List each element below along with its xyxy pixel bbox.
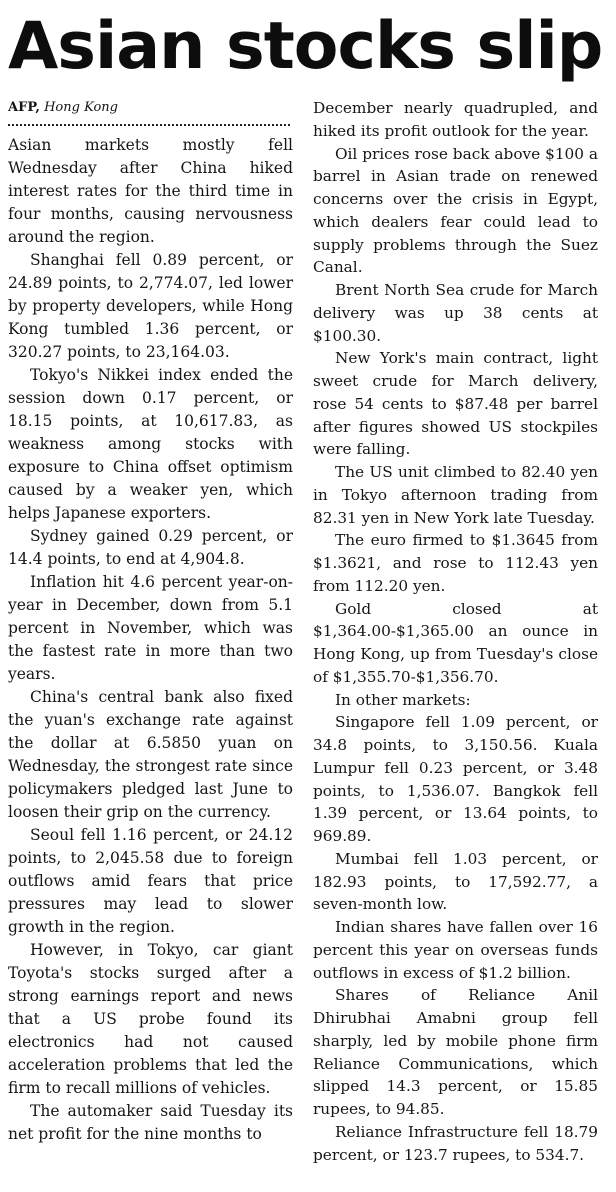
- paragraph: Inflation hit 4.6 percent year-on-year in December, down from 5.1 percent in November, which was the fastest rate in more than two years.: [8, 573, 293, 683]
- byline-agency: AFP,: [8, 100, 40, 115]
- paragraph: Asian markets mostly fell Wednesday after China hiked interest rates for the third time in four months, causing nervousness around the region.: [8, 136, 293, 246]
- paragraph: The automaker said Tuesday its net profit for the nine months to: [8, 1102, 293, 1143]
- paragraph: Oil prices rose back above $100 a barrel in Asian trade on renewed concerns over the crisis in Egypt, which dealers fear could lead to supply problems through the Suez Canal.: [313, 144, 599, 277]
- paragraph: Shares of Reliance Anil Dhirubhai Amabni group fell sharply, led by mobile phone firm Reliance Communications, which slipped 14.3 percent, or 15.85 rupees, to 94.85.: [313, 986, 598, 1118]
- headline: Asian stocks slip: [8, 9, 603, 84]
- paragraph: Seoul fell 1.16 percent, or 24.12 points, to 2,045.58 due to foreign outflows amid fears that price pressures may lead to slower growth in the region.: [8, 826, 293, 936]
- paragraph: Gold closed at $1,364.00-$1,365.00 an ounce in Hong Kong, up from Tuesday's close of $1,355.70-$1,356.70.: [313, 599, 598, 686]
- paragraph-continued: December nearly quadrupled, and hiked its profit outlook for the year.: [313, 99, 598, 140]
- article-column-left: [8, 97, 293, 1146]
- paragraph: Mumbai fell 1.03 percent, or 182.93 points, to 17,592.77, a seven-month low.: [313, 849, 598, 914]
- paragraph: Tokyo's Nikkei index ended the session down 0.17 percent, or 18.15 points, at 10,617.83, as weakness among stocks with exposure to China offset optimism caused by a weaker yen, which helps Japanese exporters.: [8, 366, 293, 522]
- article-column-right: [313, 97, 598, 1166]
- paragraph: Sydney gained 0.29 percent, or 14.4 points, to end at 4,904.8.: [8, 527, 293, 568]
- paragraph: Singapore fell 1.09 percent, or 34.8 points, to 3,150.56. Kuala Lumpur fell 0.23 percent, or 3.48 points, to 1,536.07. Bangkok fell 1.39 percent, or 13.64 points, to 969.89.: [313, 713, 598, 845]
- dotted-divider: [8, 120, 290, 126]
- paragraph: China's central bank also fixed the yuan's exchange rate against the dollar at 6.5850 yuan on Wednesday, the strongest rate since policymakers pledged last June to loosen their grip on the currency.: [8, 688, 293, 821]
- paragraph: However, in Tokyo, car giant Toyota's stocks surged after a strong earnings report and news that a US probe found its electronics had not caused acceleration problems that led the firm to recall millions of vehicles.: [8, 941, 293, 1097]
- paragraph: The euro firmed to $1.3645 from $1.3621, and rose to 112.43 yen from 112.20 yen.: [313, 531, 598, 595]
- paragraph: Indian shares have fallen over 16 percent this year on overseas funds outflows in excess of $1.2 billion.: [313, 918, 598, 982]
- paragraph: Reliance Infrastructure fell 18.79 percent, or 123.7 rupees, to 534.7.: [313, 1122, 598, 1164]
- paragraph: Brent North Sea crude for March delivery was up 38 cents at $100.30.: [313, 281, 598, 345]
- byline: [8, 97, 293, 120]
- byline-place: Hong Kong: [44, 100, 118, 115]
- paragraph: In other markets:: [335, 690, 471, 709]
- paragraph: New York's main contract, light sweet crude for March delivery, rose 54 cents to $87.48 per barrel after figures showed US stockpiles were falling.: [313, 349, 598, 459]
- paragraph: The US unit climbed to 82.40 yen in Tokyo afternoon trading from 82.31 yen in New York late Tuesday.: [313, 463, 598, 527]
- paragraph: Shanghai fell 0.89 percent, or 24.89 points, to 2,774.07, led lower by property developers, while Hong Kong tumbled 1.36 percent, or 320.27 points, to 23,164.03.: [8, 251, 293, 361]
